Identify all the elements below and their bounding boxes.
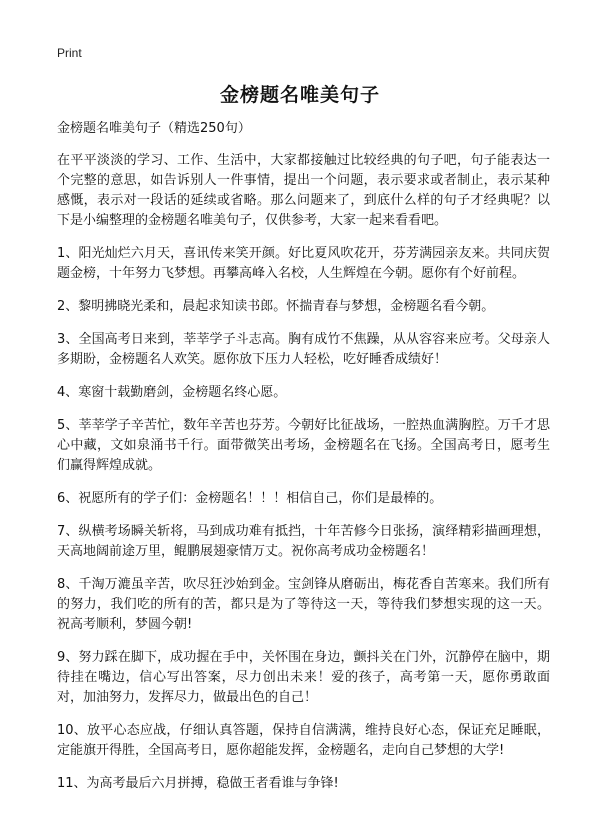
list-item: 4、寒窗十载勤磨剑，金榜题名终心愿。 xyxy=(57,385,287,400)
list-item: 10、放平心态应战，仔细认真答题，保持自信满满，维持良好心态，保证充足睡眠，定能旗开得胜，全国高考日，愿你超能发挥，金榜题名，走向自己梦想的大学! xyxy=(57,723,550,758)
document-body xyxy=(57,119,550,807)
list-item: 1、阳光灿烂六月天，喜讯传来笑开颜。好比夏风吹花开，芬芳满园亲友来。共同庆贺题金榜，十年努力飞梦想。再攀高峰入名校，人生辉煌在今朝。愿你有个好前程。 xyxy=(57,246,550,281)
list-item: 8、千淘万漉虽辛苦，吹尽狂沙始到金。宝剑锋从磨砺出，梅花香自苦寒来。我们所有的努力，我们吃的所有的苦，都只是为了等待这一天，等待我们梦想实现的这一天。祝高考顺利，梦圆今朝! xyxy=(57,577,550,632)
print-link[interactable]: Print xyxy=(57,46,82,60)
list-item: 2、黎明拂晓光柔和，晨起求知读书郎。怀揣青春与梦想，金榜题名看今朝。 xyxy=(57,299,495,314)
list-item: 3、全国高考日来到，莘莘学子斗志高。胸有成竹不焦躁，从从容容来应考。父母亲人多期盼，金榜题名人欢笑。愿你放下压力人轻松，吃好睡香成绩好！ xyxy=(57,332,550,367)
page-title: 金榜题名唯美句子 xyxy=(219,84,380,106)
document-subtitle: 金榜题名唯美句子（精选250句） xyxy=(57,121,251,136)
list-item: 6、祝愿所有的学子们：金榜题名！！！相信自己，你们是最棒的。 xyxy=(57,491,443,506)
list-item: 9、努力踩在脚下，成功握在手中，关怀围在身边，颤抖关在门外，沉静停在脑中，期待挂在嘴边，信心写出答案，尽力创出未来！爱的孩子，高考第一天，愿你勇敢面对，加油努力，发挥尽力，做最出色的自己！ xyxy=(57,650,550,705)
list-item: 5、莘莘学子辛苦忙，数年辛苦也芬芳。今朝好比征战场，一腔热血满胸腔。万千才思心中藏，文如泉涌书千行。面带微笑出考场，金榜题名在飞扬。全国高考日，愿考生们赢得辉煌成就。 xyxy=(57,418,550,473)
list-item: 11、为高考最后六月拼搏，稳做王者看谁与争锋! xyxy=(57,776,339,791)
list-item: 7、纵横考场瞬关斩将，马到成功难有抵挡，十年苦修今日张扬，演绎精彩描画理想，天高地阔前途万里，鲲鹏展翅豪情万丈。祝你高考成功金榜题名！ xyxy=(57,524,550,559)
intro-paragraph: 在平平淡淡的学习、工作、生活中，大家都接触过比较经典的句子吧，句子能表达一个完整的意思，如告诉别人一件事情，提出一个问题，表示要求或者制止，表示某种感慨，表示对一段话的延续或省略。那么问题来了，到底什么样的句子才经典呢？以下是小编整理的金榜题名唯美句子，仅供参考，大家一起来看看吧。 xyxy=(57,153,550,228)
